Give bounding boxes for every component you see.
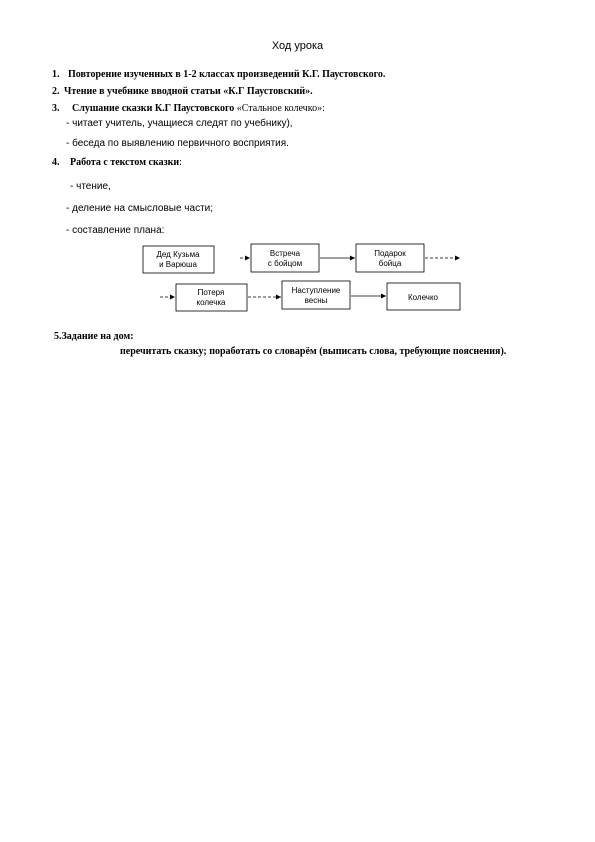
item4-sub-3: - составление плана:: [66, 225, 165, 236]
item-number: 1.: [52, 69, 60, 80]
page-title: Ход урока: [271, 40, 324, 52]
item4-sub-1: - чтение,: [70, 181, 111, 192]
plan-box-3-line1: Подарок: [374, 249, 406, 258]
item-text: Чтение в учебнике вводной статьи «К.Г Паустовский».: [64, 86, 313, 97]
item-text: Повторение изученных в 1-2 классах произведений К.Г. Паустовского.: [68, 69, 386, 80]
item-number: 3.: [52, 103, 60, 114]
homework-heading: 5.Задание на дом:: [54, 331, 134, 342]
plan-box-3-line2: бойца: [378, 259, 402, 268]
item-number: 2.: [52, 86, 60, 97]
item-number: 4.: [52, 157, 60, 168]
plan-box-2-line1: Встреча: [269, 249, 301, 258]
item-text-rest: :: [179, 157, 182, 168]
item-text: Слушание сказки К.Г Паустовского: [72, 103, 237, 114]
item4-sub-2: - деление на смысловые части;: [66, 203, 214, 214]
item-text-rest: «Стальное колечко»:: [236, 103, 325, 114]
plan-box-4-line1: Потеря: [197, 288, 225, 297]
plan-box-2-line2: с бойцом: [267, 259, 303, 268]
homework-text: перечитать сказку; поработать со словарём (выписать слова, требующие пояснения).: [120, 346, 507, 357]
plan-box-4-line2: колечка: [196, 298, 226, 307]
plan-box-5-line2: весны: [304, 296, 328, 305]
plan-box-5-line1: Наступление: [291, 286, 341, 295]
plan-box-6-line1: Колечко: [408, 293, 438, 302]
item-text: Работа с текстом сказки: [70, 157, 180, 168]
plan-box-1-line1: Дед Кузьма: [156, 250, 200, 259]
item3-sub-2: - беседа по выявлению первичного восприятия.: [66, 138, 289, 149]
plan-box-1-line2: и Варюша: [159, 260, 197, 269]
item3-sub-1: - читает учитель, учащиеся следят по учебнику),: [66, 118, 293, 129]
